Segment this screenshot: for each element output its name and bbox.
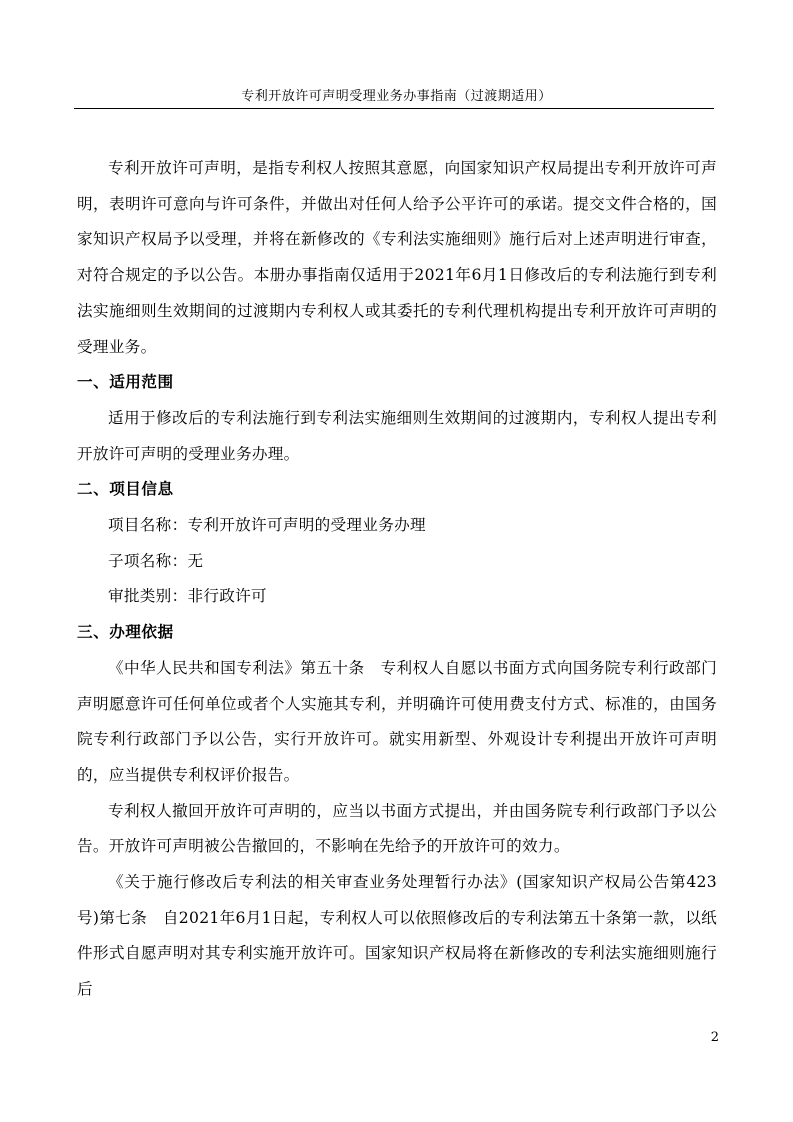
header-divider [74,108,714,109]
project-name-line: 项目名称：专利开放许可声明的受理业务办理 [108,516,426,535]
section-heading-scope: 一、适用范围 [77,373,174,392]
intro-paragraph: 专利开放许可声明，是指专利权人按照其意愿，向国家知识产权局提出专利开放许可声明，表明许可意向与许可条件，并做出对任何人给予公平许可的承诺。提交文件合格的，国家知识产权局予以受理，并将在新修改的《专利法实施细则》施行后对上述声明进行审查，对符合规定的予以公告。本册办事指南仅适用于2021年6月1日修改后的专利法施行到专利法实施细则生效期间的过渡期内专利权人或其委托的专利代理机构提出专利开放许可声明的受理业务。 [77,159,717,356]
legal-basis-paragraph-2: 专利权人撤回开放许可声明的，应当以书面方式提出，并由国务院专利行政部门予以公告。开放许可声明被公告撤回的，不影响在先给予的开放许可的效力。 [77,801,717,856]
scope-paragraph: 适用于修改后的专利法施行到专利法实施细则生效期间的过渡期内，专利权人提出专利开放许可声明的受理业务办理。 [77,408,717,463]
document-body [77,151,717,1008]
section-heading-project-info: 二、项目信息 [77,480,174,499]
legal-basis-paragraph-3: 《关于施行修改后专利法的相关审查业务处理暂行办法》(国家知识产权局公告第423号)第七条 自2021年6月1日起，专利权人可以依照修改后的专利法第五十条第一款，以纸件形式自愿声明对其专利实施开放许可。国家知识产权局将在新修改的专利法实施细则施行后 [77,873,717,999]
sub-item-line: 子项名称：无 [108,551,204,570]
approval-type-line: 审批类别：非行政许可 [108,587,267,606]
legal-basis-paragraph-1: 《中华人民共和国专利法》第五十条 专利权人自愿以书面方式向国务院专利行政部门声明愿意许可任何单位或者个人实施其专利，并明确许可使用费支付方式、标准的，由国务院专利行政部门予以公告，实行开放许可。就实用新型、外观设计专利提出开放许可声明的，应当提供专利权评价报告。 [77,658,717,784]
page-header-title: 专利开放许可声明受理业务办事指南（过渡期适用） [241,89,552,104]
section-heading-legal-basis: 三、办理依据 [77,623,174,642]
page-number: 2 [710,1030,719,1045]
